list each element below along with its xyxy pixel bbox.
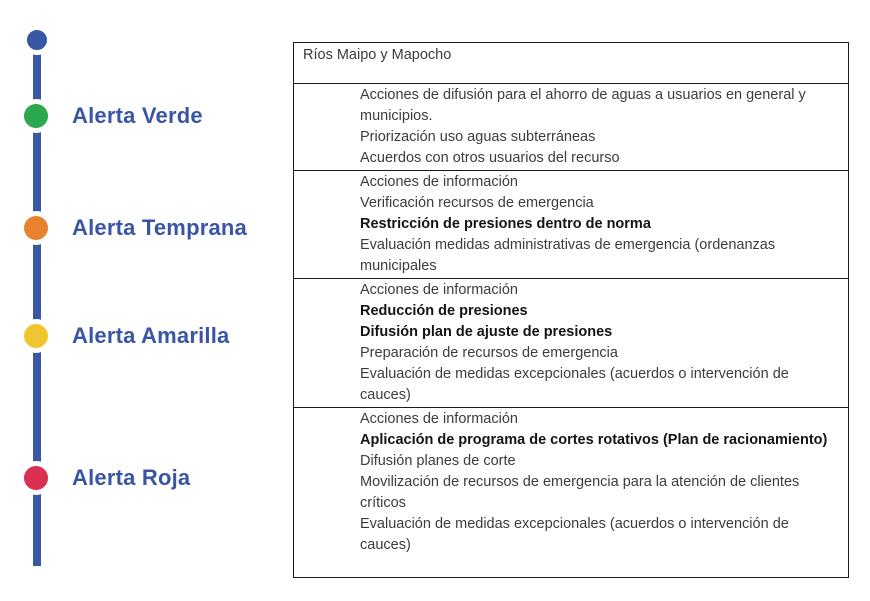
action-item: Acciones de información: [360, 411, 518, 427]
action-item: Evaluación medidas administrativas de emergencia (ordenanzas municipales: [360, 237, 776, 274]
alert-actions-table: [293, 42, 849, 578]
action-item: Difusión plan de ajuste de presiones: [360, 324, 613, 340]
action-item: Evaluación de medidas excepcionales (acuerdos o intervención de cauces): [360, 366, 789, 403]
action-item: Preparación de recursos de emergencia: [360, 345, 618, 361]
dot-alerta-roja: [19, 461, 53, 495]
label-alerta-amarilla: Alerta Amarilla: [72, 323, 230, 348]
action-item: Priorización uso aguas subterráneas: [360, 129, 596, 145]
action-item: Evaluación de medidas excepcionales (acuerdos o intervención de cauces): [360, 516, 789, 553]
action-item: Reducción de presiones: [360, 303, 528, 319]
dot-alerta-amarilla: [19, 319, 53, 353]
action-item: Acciones de información: [360, 174, 518, 190]
table-header-label: Ríos Maipo y Mapocho: [303, 47, 452, 63]
action-item: Acuerdos con otros usuarios del recurso: [360, 150, 620, 166]
action-item: Acciones de información: [360, 282, 518, 298]
label-alerta-temprana: Alerta Temprana: [72, 215, 247, 240]
row-alerta-amarilla: [294, 279, 848, 408]
action-item: Movilización de recursos de emergencia para la atención de clientes críticos: [360, 474, 800, 511]
row-alerta-roja: [294, 408, 848, 577]
action-item: Acciones de difusión para el ahorro de aguas a usuarios en general y municipios.: [360, 87, 806, 124]
row-alerta-temprana: [294, 171, 848, 279]
dot-alerta-temprana: [19, 211, 53, 245]
label-alerta-verde: Alerta Verde: [72, 103, 203, 128]
action-item: Restricción de presiones dentro de norma: [360, 216, 651, 232]
dot-alerta-verde: [19, 99, 53, 133]
action-item: Aplicación de programa de cortes rotativos (Plan de racionamiento): [360, 432, 828, 448]
action-item: Difusión planes de corte: [360, 453, 516, 469]
action-item: Verificación recursos de emergencia: [360, 195, 594, 211]
alert-table-rows: [294, 84, 848, 577]
label-alerta-roja: Alerta Roja: [72, 465, 191, 490]
table-header-row: [294, 43, 848, 84]
timeline-start-dot: [22, 25, 52, 55]
row-alerta-verde: [294, 84, 848, 171]
